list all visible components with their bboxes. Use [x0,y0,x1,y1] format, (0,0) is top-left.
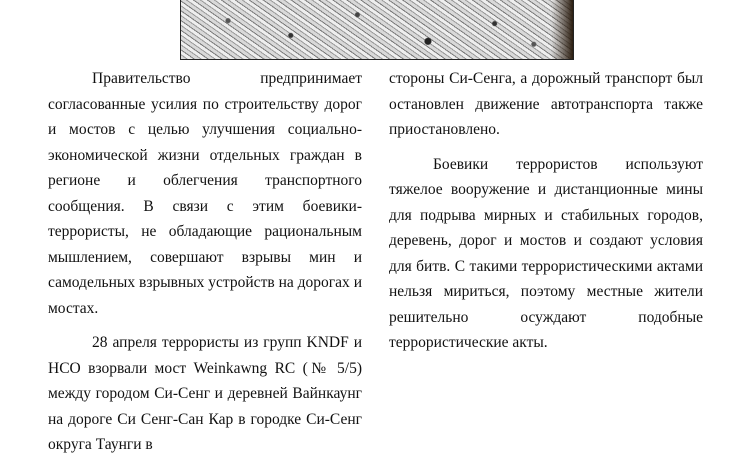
paragraph-bridge-explosion: 28 апреля террористы из групп KNDF и НСО взорвали мост Weinkawng RC (№ 5/5) между городом Си-Сенг и деревней Вайнкаунг на дороге Си Сенг-Сан Кар в городке Си-Сенг округа Таунги в [48,334,362,453]
right-column [389,66,703,365]
paragraph-terrorist-acts: Боевики террористов используют тяжелое вооружение и дистанционные мины для подрыва мирных и стабильных городов, деревень, дорог и мостов и создают условия для битв. С такими террористическими актами нельзя мириться, поэтому местные жители решительно осуждают подобные террористические акты. [389,155,703,351]
paragraph-roads-construction: Правительство предпринимает согласованные усилия по строительству дорог и мостов с целью улучшения социально-экономической жизни отдельных граждан в регионе и облегчения транспортного сообщения. В связи с этим боевики-террористы, не обладающие рациональным мышлением, совершают взрывы мин и самодельных взрывных устройств на дорогах и мостах. [48,70,362,317]
left-column [48,66,362,467]
article-photo [180,0,574,60]
paragraph-traffic-stopped: стороны Си-Сенга, а дорожный транспорт был остановлен движение автотранспорта также приостановлено. [389,70,703,138]
